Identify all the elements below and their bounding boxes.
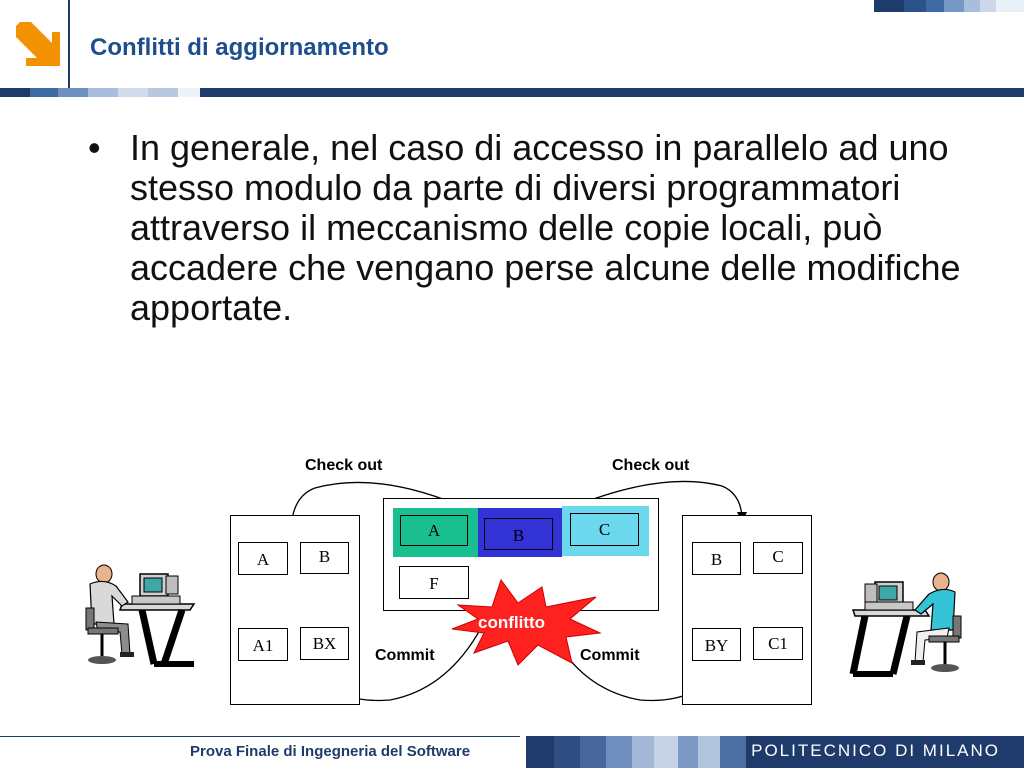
bullet-symbol: • — [88, 127, 101, 168]
repo-box-f: F — [399, 566, 469, 599]
developer-left-icon — [82, 562, 202, 672]
commit-label-left: Commit — [375, 647, 435, 664]
left-box-a1: A1 — [238, 628, 288, 661]
repo-box-c: C — [570, 513, 639, 546]
checkout-label-left: Check out — [305, 457, 383, 474]
repo-box-a: A — [400, 515, 468, 546]
commit-label-right: Commit — [580, 647, 640, 664]
left-box-bx: BX — [300, 627, 349, 660]
developer-right-icon — [845, 570, 970, 680]
right-box-c1: C1 — [753, 627, 803, 660]
checkout-label-right: Check out — [612, 457, 690, 474]
footer-divider — [0, 736, 520, 737]
right-box-b: B — [692, 542, 741, 575]
repo-box-b: B — [484, 518, 553, 550]
left-box-a: A — [238, 542, 288, 575]
right-box-by: BY — [692, 628, 741, 661]
footer-brand-band — [526, 736, 1024, 768]
conflict-label: conflitto — [478, 613, 546, 632]
right-box-c: C — [753, 542, 803, 574]
brand-name: POLITECNICO DI MILANO — [751, 741, 1000, 760]
footer-course-title: Prova Finale di Ingegneria del Software — [190, 743, 471, 760]
page-title: Conflitti di aggiornamento — [90, 34, 389, 61]
bullet-item-text: In generale, nel caso di accesso in parallelo ad uno stesso modulo da parte di diversi programmatori attraverso il meccanismo delle copie locali, può accadere che vengano perse alcune delle modifiche apportate. — [130, 127, 961, 328]
left-box-b: B — [300, 542, 349, 574]
